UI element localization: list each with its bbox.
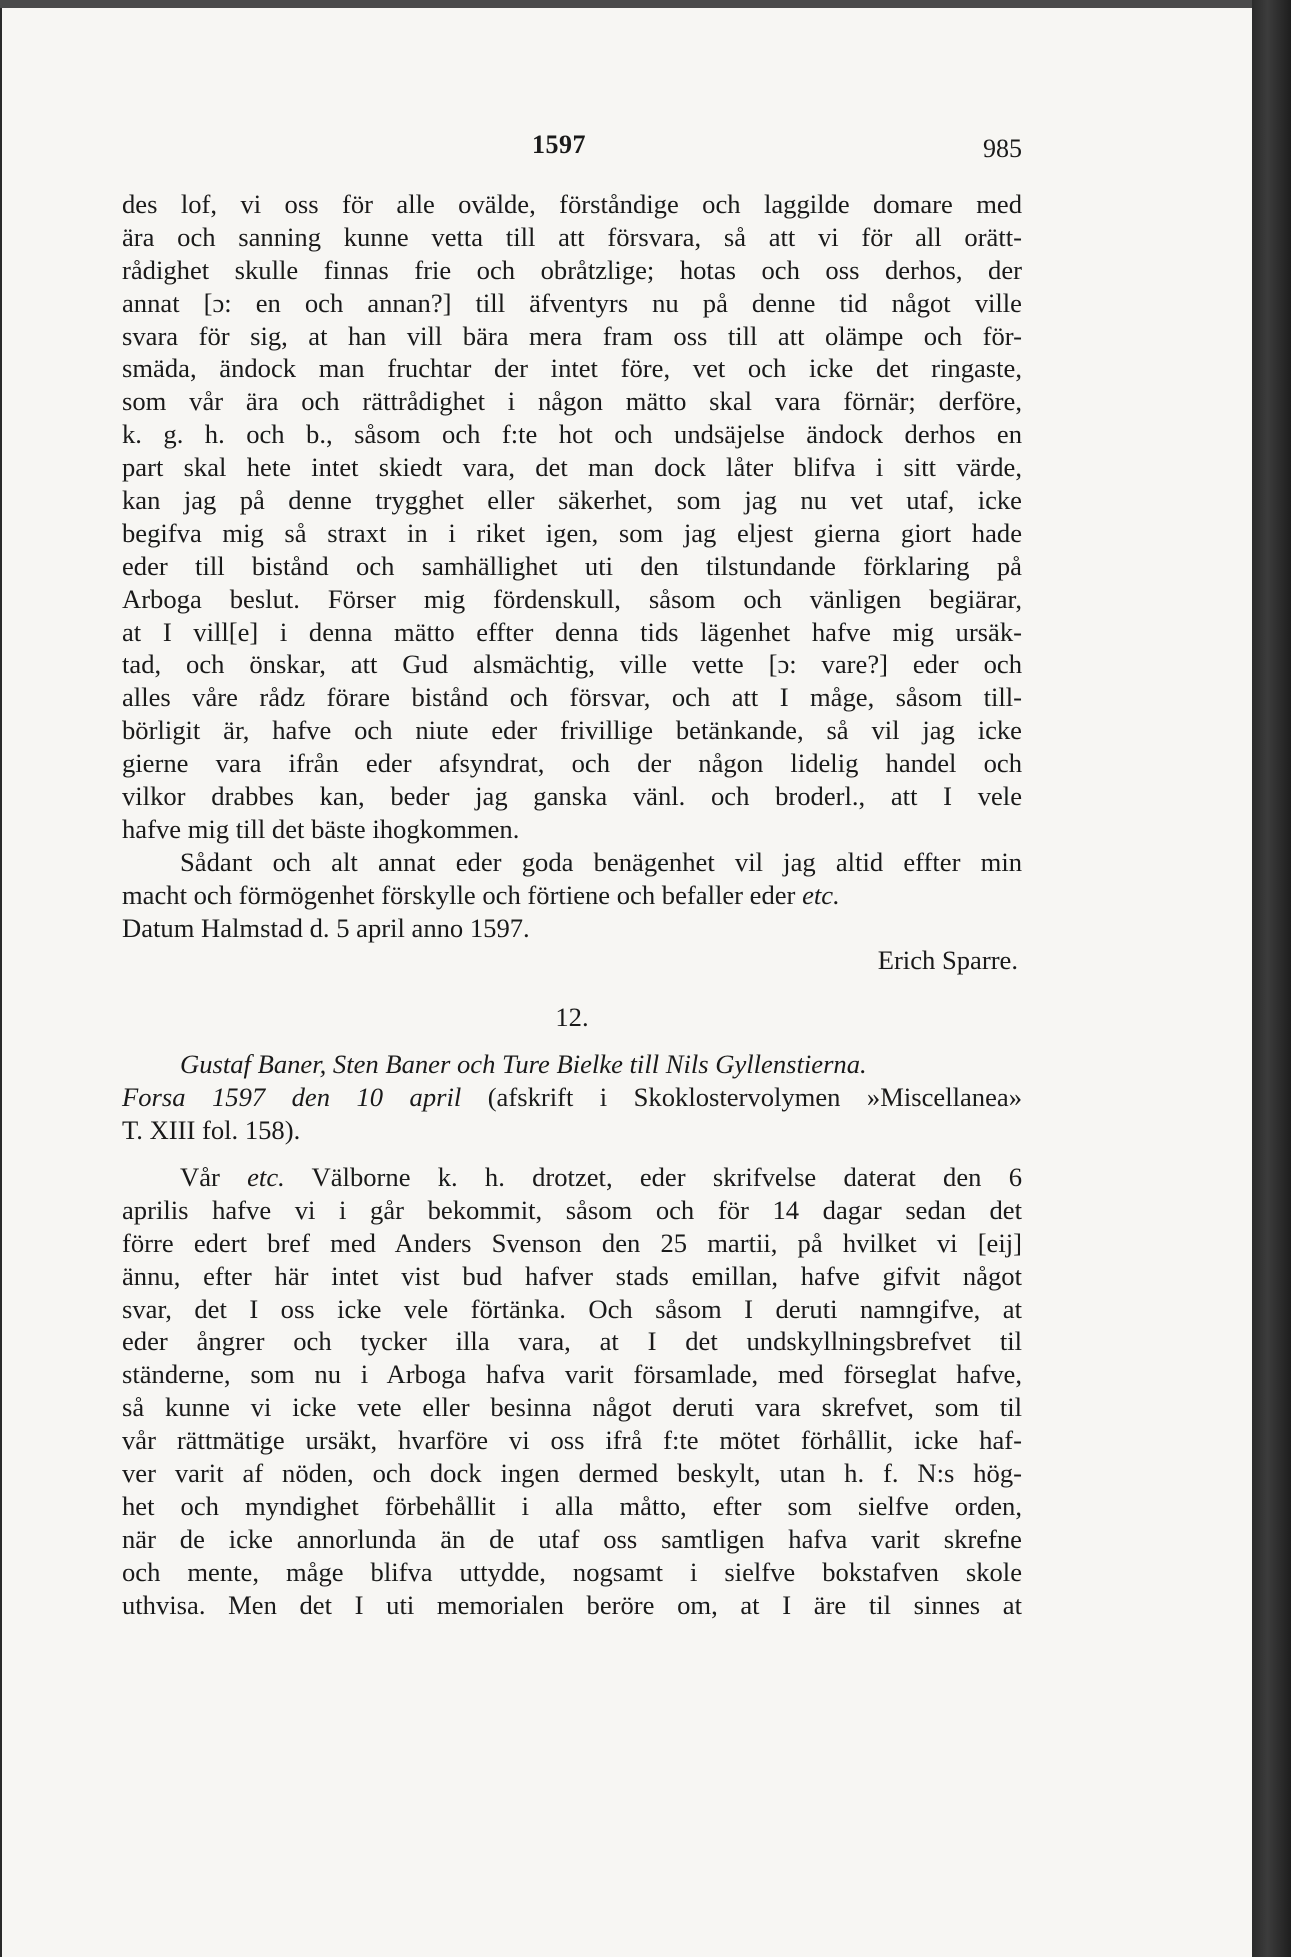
letter-heading-source xyxy=(122,1081,1022,1114)
body-text xyxy=(122,188,1022,1621)
dating-line: Datum Halmstad d. 5 april anno 1597. xyxy=(122,912,530,943)
page-number: 985 xyxy=(983,134,1022,163)
section-gap xyxy=(122,977,1022,1001)
text-line: gierne vara ifrån eder afsyndrat, och der någon lidelig handel och xyxy=(122,748,1022,779)
text-line: och mente, måge blifva uttydde, nogsamt i sielfve bokstafven skole xyxy=(122,1556,1022,1587)
book-page xyxy=(0,8,1254,1957)
text-line: ständerne, som nu i Arboga hafva varit församlade, med förseglat hafve, xyxy=(122,1359,1022,1390)
text-line: svar, det I oss icke vele förtänka. Och såsom I deruti namngifve, at xyxy=(122,1293,1022,1324)
text-line: rådighet skulle finnas frie och obråtzlige; hotas och oss derhos, der xyxy=(122,254,1022,285)
opening-line xyxy=(122,1161,1022,1194)
closing-line xyxy=(122,879,1022,912)
closing-text: macht och förmögenhet förskylle och förtiene och befaller eder xyxy=(122,879,796,910)
text-line: vår rättmätige ursäkt, hvarföre vi oss ifrå f:te mötet förhållit, icke haf- xyxy=(122,1425,1022,1456)
heading-place-date: Forsa 1597 den 10 april xyxy=(122,1082,462,1113)
heading-source: (afskrift i Skoklostervolymen »Miscellanea» xyxy=(487,1082,1022,1113)
opening-etc: etc. xyxy=(247,1161,285,1192)
text-line: begifva mig så straxt in i riket igen, som jag eljest gierna giort hade xyxy=(122,517,1022,548)
text-line: så kunne vi icke vete eller besinna något deruti vara skrefvet, som til xyxy=(122,1392,1022,1423)
text-line: som vår ära och rättrådighet i någon mätto skal vara förnär; derföre, xyxy=(122,386,1022,417)
text-line: part skal hete intet skiedt vara, det man dock låter blifva i sitt värde, xyxy=(122,452,1022,483)
running-year: 1597 xyxy=(532,130,586,159)
running-header xyxy=(122,130,1022,170)
text-line: kan jag på denne trygghet eller säkerhet, som jag nu vet utaf, icke xyxy=(122,485,1022,516)
heading-gap xyxy=(122,1034,1022,1048)
text-line: svara för sig, at han vill bära mera fram oss till att olämpe och för- xyxy=(122,320,1022,351)
text-line: k. g. h. och b., såsom och f:te hot och undsäjelse ändock derhos en xyxy=(122,419,1022,450)
text-line: Arboga beslut. Förser mig fördenskull, såsom och vänligen begiärar, xyxy=(122,583,1022,614)
text-line: tad, och önskar, att Gud alsmächtig, ville vette [ɔ: vare?] eder och xyxy=(122,649,1022,680)
letter-continuation xyxy=(122,188,1022,977)
closing-line: Sådant och alt annat eder goda benägenhet vil jag altid effter min xyxy=(180,846,1022,877)
letter-heading: Gustaf Baner, Sten Baner och Ture Bielke till Nils Gyllenstierna. xyxy=(180,1049,867,1080)
text-line: eder till bistånd och samhällighet uti den tilstundande förklaring på xyxy=(122,550,1022,581)
letter-heading-ref: T. XIII fol. 158). xyxy=(122,1115,301,1146)
text-line: des lof, vi oss för alle ovälde, förståndige och laggilde domare med xyxy=(122,189,1022,219)
text-line: ver varit af nöden, och dock ingen dermed beskylt, utan h. f. N:s hög- xyxy=(122,1457,1022,1488)
text-line: aprilis hafve vi i går bekommit, såsom och för 14 dagar sedan det xyxy=(122,1194,1022,1225)
text-line: förre edert bref med Anders Svenson den 25 martii, på hvilket vi [eij] xyxy=(122,1227,1022,1258)
text-line: uthvisa. Men det I uti memorialen beröre om, at I äre til sinnes at xyxy=(122,1589,1022,1620)
closing-etc: etc. xyxy=(802,879,840,910)
letter-12 xyxy=(122,1001,1022,1621)
text-line: när de icke annorlunda än de utaf oss samtligen hafva varit skrefne xyxy=(122,1523,1022,1554)
text-line: at I vill[e] i denna mätto effter denna tids lägenhet hafve mig ursäk- xyxy=(122,616,1022,647)
text-line: vilkor drabbes kan, beder jag ganska vänl. och broderl., att I vele xyxy=(122,781,1022,812)
text-line: smäda, ändock man fruchtar der intet före, vet och icke det ringaste, xyxy=(122,353,1022,384)
signature: Erich Sparre. xyxy=(877,945,1018,976)
text-line: alles våre rådz förare bistånd och försvar, och att I måge, såsom till- xyxy=(122,682,1022,713)
text-line: annat [ɔ: en och annan?] till äfventyrs nu på denne tid något ville xyxy=(122,287,1022,318)
text-line: het och myndighet förbehållit i alla måtto, efter som sielfve orden, xyxy=(122,1490,1022,1521)
text-line: eder ångrer och tycker illa vara, at I det undskyllningsbrefvet til xyxy=(122,1326,1022,1357)
text-line: hafve mig till det bäste ihogkommen. xyxy=(122,813,520,844)
text-line: ännu, efter här intet vist bud hafver stads emillan, hafve gifvit något xyxy=(122,1260,1022,1291)
text-line: ära och sanning kunne vetta till att försvara, så att vi för all orätt- xyxy=(122,221,1022,252)
opening-var: Vår xyxy=(180,1161,220,1192)
letter-number: 12. xyxy=(555,1002,589,1033)
opening-text: Välborne k. h. drotzet, eder skrifvelse daterat den 6 xyxy=(311,1161,1022,1192)
scan-edge xyxy=(1252,0,1291,1957)
text-line: börligit är, hafve och niute eder frivillige betänkande, så vil jag icke xyxy=(122,715,1022,746)
heading-gap xyxy=(122,1147,1022,1161)
